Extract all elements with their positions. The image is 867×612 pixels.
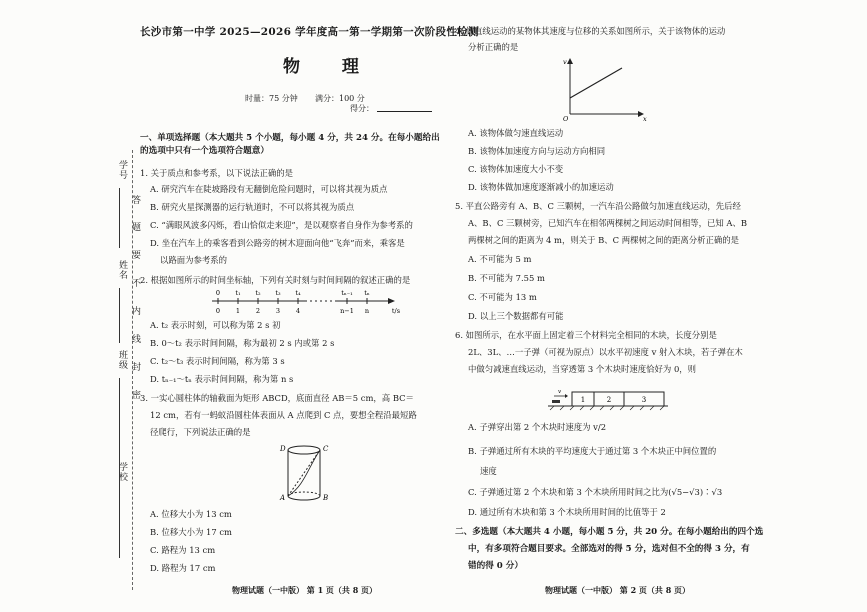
axis-top-label: tₙ₋₁ xyxy=(341,289,353,297)
q3-option-d: D. 路程为 17 cm xyxy=(150,563,216,573)
axis-top-label: 0 xyxy=(215,289,221,297)
q6-option-c: C. 子弹通过第 2 个木块和第 3 个木块所用时间之比为(√5−√3)∶√3 xyxy=(468,487,723,497)
binding-line xyxy=(119,188,120,248)
q6-stem: 6. 如图所示，在水平面上固定着三个材料完全相同的木块，长度分别是 xyxy=(455,330,717,340)
axis-top-label: t₁ xyxy=(235,289,241,297)
seal-warning-char: 内 xyxy=(130,306,140,316)
point-label: B xyxy=(323,494,329,502)
q1-stem: 1. 关于质点和参考系，以下说法正确的是 xyxy=(140,168,294,178)
q1-option-d: D. 坐在汽车上的乘客看到公路旁的树木迎面向他“飞奔”而来，乘客是 xyxy=(150,238,405,248)
q5-option-c: C. 不可能为 13 m xyxy=(468,292,537,302)
bullet-icon xyxy=(552,400,560,403)
axis-top-label: tₙ xyxy=(364,289,370,297)
seal-warning-char: 线 xyxy=(130,334,140,344)
x-axis-label: x xyxy=(643,115,647,123)
axis-bottom-label: 0 xyxy=(215,307,221,315)
axis-bottom-label: 2 xyxy=(255,307,261,315)
q4-option-b: B. 该物体加速度方向与运动方向相同 xyxy=(468,146,606,156)
binding-line xyxy=(119,428,120,558)
binding-label-class: 班级 xyxy=(117,350,127,370)
q3-cylinder-figure xyxy=(278,442,338,504)
q3-stem-cont: 12 cm，若有一蚂蚁沿圆柱体表面从 A 点爬到 C 点，要想全程沿最短路 xyxy=(150,410,417,420)
score-label: 得分： xyxy=(350,104,374,113)
q4-stem-cont: 分析正确的是 xyxy=(468,42,519,52)
q3-stem: 3. 一实心圆柱体的轴截面为矩形 ABCD，底面直径 AB＝5 cm，高 BC＝ xyxy=(140,393,414,403)
axis-bottom-label: 1 xyxy=(235,307,241,315)
block-label: 2 xyxy=(606,396,612,404)
seal-warning-char: 不 xyxy=(130,278,140,288)
footer-left: 物理试题（一中版） 第 1 页（共 8 页） xyxy=(232,585,378,595)
q6-option-a: A. 子弹穿出第 2 个木块时速度为 v/2 xyxy=(468,422,607,432)
axis-top-label: t₄ xyxy=(295,289,301,297)
seal-warning-char: 要 xyxy=(130,250,140,260)
full-score: 满分：100 分 xyxy=(315,94,365,103)
point-label: D xyxy=(280,445,286,453)
binding-strip xyxy=(92,150,138,600)
q4-option-c: C. 该物体加速度大小不变 xyxy=(468,164,564,174)
axis-bottom-label: n−1 xyxy=(340,307,354,315)
bullet-velocity-label: v xyxy=(558,389,562,395)
q1-option-d-cont: 以路面为参考系的 xyxy=(160,255,227,265)
q5-option-d: D. 以上三个数据都有可能 xyxy=(468,311,564,321)
q5-stem: 5. 平直公路旁有 A、B、C 三颗树，一汽车沿公路做匀加速直线运动，先后经 xyxy=(455,201,741,211)
binding-label-student-id: 学号 xyxy=(117,160,127,180)
subject-title: 物 理 xyxy=(283,57,377,77)
section2-title-cont2: 错的得 0 分） xyxy=(468,561,523,571)
axis-bottom-label: 3 xyxy=(275,307,281,315)
section1-title-cont: 的选项中只有一个选项符合题意） xyxy=(140,146,269,156)
section2-title-cont: 中，有多项符合题目要求。全部选对的得 5 分，选对但不全的得 3 分，有 xyxy=(468,544,750,554)
axis-unit-label: t/s xyxy=(391,307,401,315)
q4-velocity-position-graph xyxy=(560,58,650,122)
section1-title: 一、单项选择题（本大题共 5 个小题，每小题 4 分，共 24 分。在每小题给出 xyxy=(140,133,440,143)
q6-stem-cont2: 中做匀减速直线运动，当穿透第 3 个木块时速度恰好为 0，则 xyxy=(468,364,697,374)
score-blank[interactable] xyxy=(377,111,432,112)
block-label: 1 xyxy=(580,396,586,404)
q4-option-d: D. 该物体做加速度逐渐减小的加速运动 xyxy=(468,182,614,192)
exam-title: 长沙市第一中学 2025—2026 学年度高一第一学期第一次阶段性检测 xyxy=(140,26,479,38)
q2-stem: 2. 根据如图所示的时间坐标轴，下列有关时刻与时间间隔的叙述正确的是 xyxy=(140,275,411,285)
q3-option-a: A. 位移大小为 13 cm xyxy=(150,509,232,519)
q6-option-b: B. 子弹通过所有木块的平均速度大于通过第 3 个木块正中间位置的 xyxy=(468,446,717,456)
q5-stem-cont: A、B、C 三颗树旁，已知汽车在相邻两棵树之间运动时间相等，已知 A、B xyxy=(468,218,748,228)
q3-option-b: B. 位移大小为 17 cm xyxy=(150,527,232,537)
axis-top-label: t₃ xyxy=(275,289,281,297)
seal-warning-char: 答 xyxy=(130,195,140,205)
q1-option-a: A. 研究汽车在陡坡路段有无翻倒危险问题时，可以将其视为质点 xyxy=(150,184,388,194)
exam-time: 时量：75 分钟 xyxy=(245,94,298,103)
seal-warning-char: 封 xyxy=(130,362,140,372)
point-label: A xyxy=(280,494,286,502)
seal-warning-char: 题 xyxy=(130,222,140,232)
q6-option-b-cont: 速度 xyxy=(480,466,497,476)
q6-stem-cont: 2L、3L、…一子弹（可视为原点）以水平初速度 v 射入木块，若子弹在木 xyxy=(468,347,743,357)
q5-stem-cont2: 两棵树之间的距离为 4 m，则关于 B、C 两棵树之间的距离分析正确的是 xyxy=(468,235,739,245)
q6-blocks-figure xyxy=(548,384,678,412)
q2-option-d: D. tₙ₋₁～tₙ 表示时间间隔，称为第 n s xyxy=(150,374,294,384)
axis-bottom-label: n xyxy=(364,307,370,315)
footer-right: 物理试题（一中版） 第 2 页（共 8 页） xyxy=(545,585,691,595)
q2-time-axis xyxy=(212,288,402,318)
q5-option-b: B. 不可能为 7.55 m xyxy=(468,273,545,283)
binding-label-name: 姓名 xyxy=(117,260,127,280)
q2-option-c: C. t₂～t₃ 表示时间间隔，称为第 3 s xyxy=(150,356,285,366)
point-label: C xyxy=(323,445,329,453)
axis-bottom-label: 4 xyxy=(295,307,301,315)
q1-option-c: C. “满眼风波多闪烁，看山恰似走来迎”，是以观察者自身作为参考系的 xyxy=(150,220,413,230)
q4-stem: 4. 做直线运动的某物体其速度与位移的关系如图所示，关于该物体的运动 xyxy=(455,26,726,36)
q5-option-a: A. 不可能为 5 m xyxy=(468,254,532,264)
q3-stem-cont2: 径爬行，下列说法正确的是 xyxy=(150,427,251,437)
axis-top-label: t₂ xyxy=(255,289,261,297)
q6-option-d: D. 通过所有木块和第 3 个木块所用时间的比值等于 2 xyxy=(468,507,666,517)
section2-title: 二、多选题（本大题共 4 小题，每小题 5 分，共 20 分。在每小题给出的四个选 xyxy=(455,527,764,537)
q4-option-a: A. 该物体做匀速直线运动 xyxy=(468,128,564,138)
q2-option-a: A. t₂ 表示时刻，可以称为第 2 s 初 xyxy=(150,320,281,330)
q2-option-b: B. 0～t₂ 表示时间间隔，称为最初 2 s 内或第 2 s xyxy=(150,338,335,348)
score-field[interactable] xyxy=(350,103,432,114)
q3-option-c: C. 路程为 13 cm xyxy=(150,545,216,555)
origin-label: O xyxy=(563,115,569,123)
seal-warning-char: 密 xyxy=(130,390,140,400)
block-label: 3 xyxy=(641,396,647,404)
binding-line xyxy=(119,288,120,343)
binding-label-school: 学校 xyxy=(117,462,127,482)
q1-option-b: B. 研究火星探测器的运行轨道时，不可以将其视为质点 xyxy=(150,202,355,212)
v-axis-label: v xyxy=(563,58,567,66)
